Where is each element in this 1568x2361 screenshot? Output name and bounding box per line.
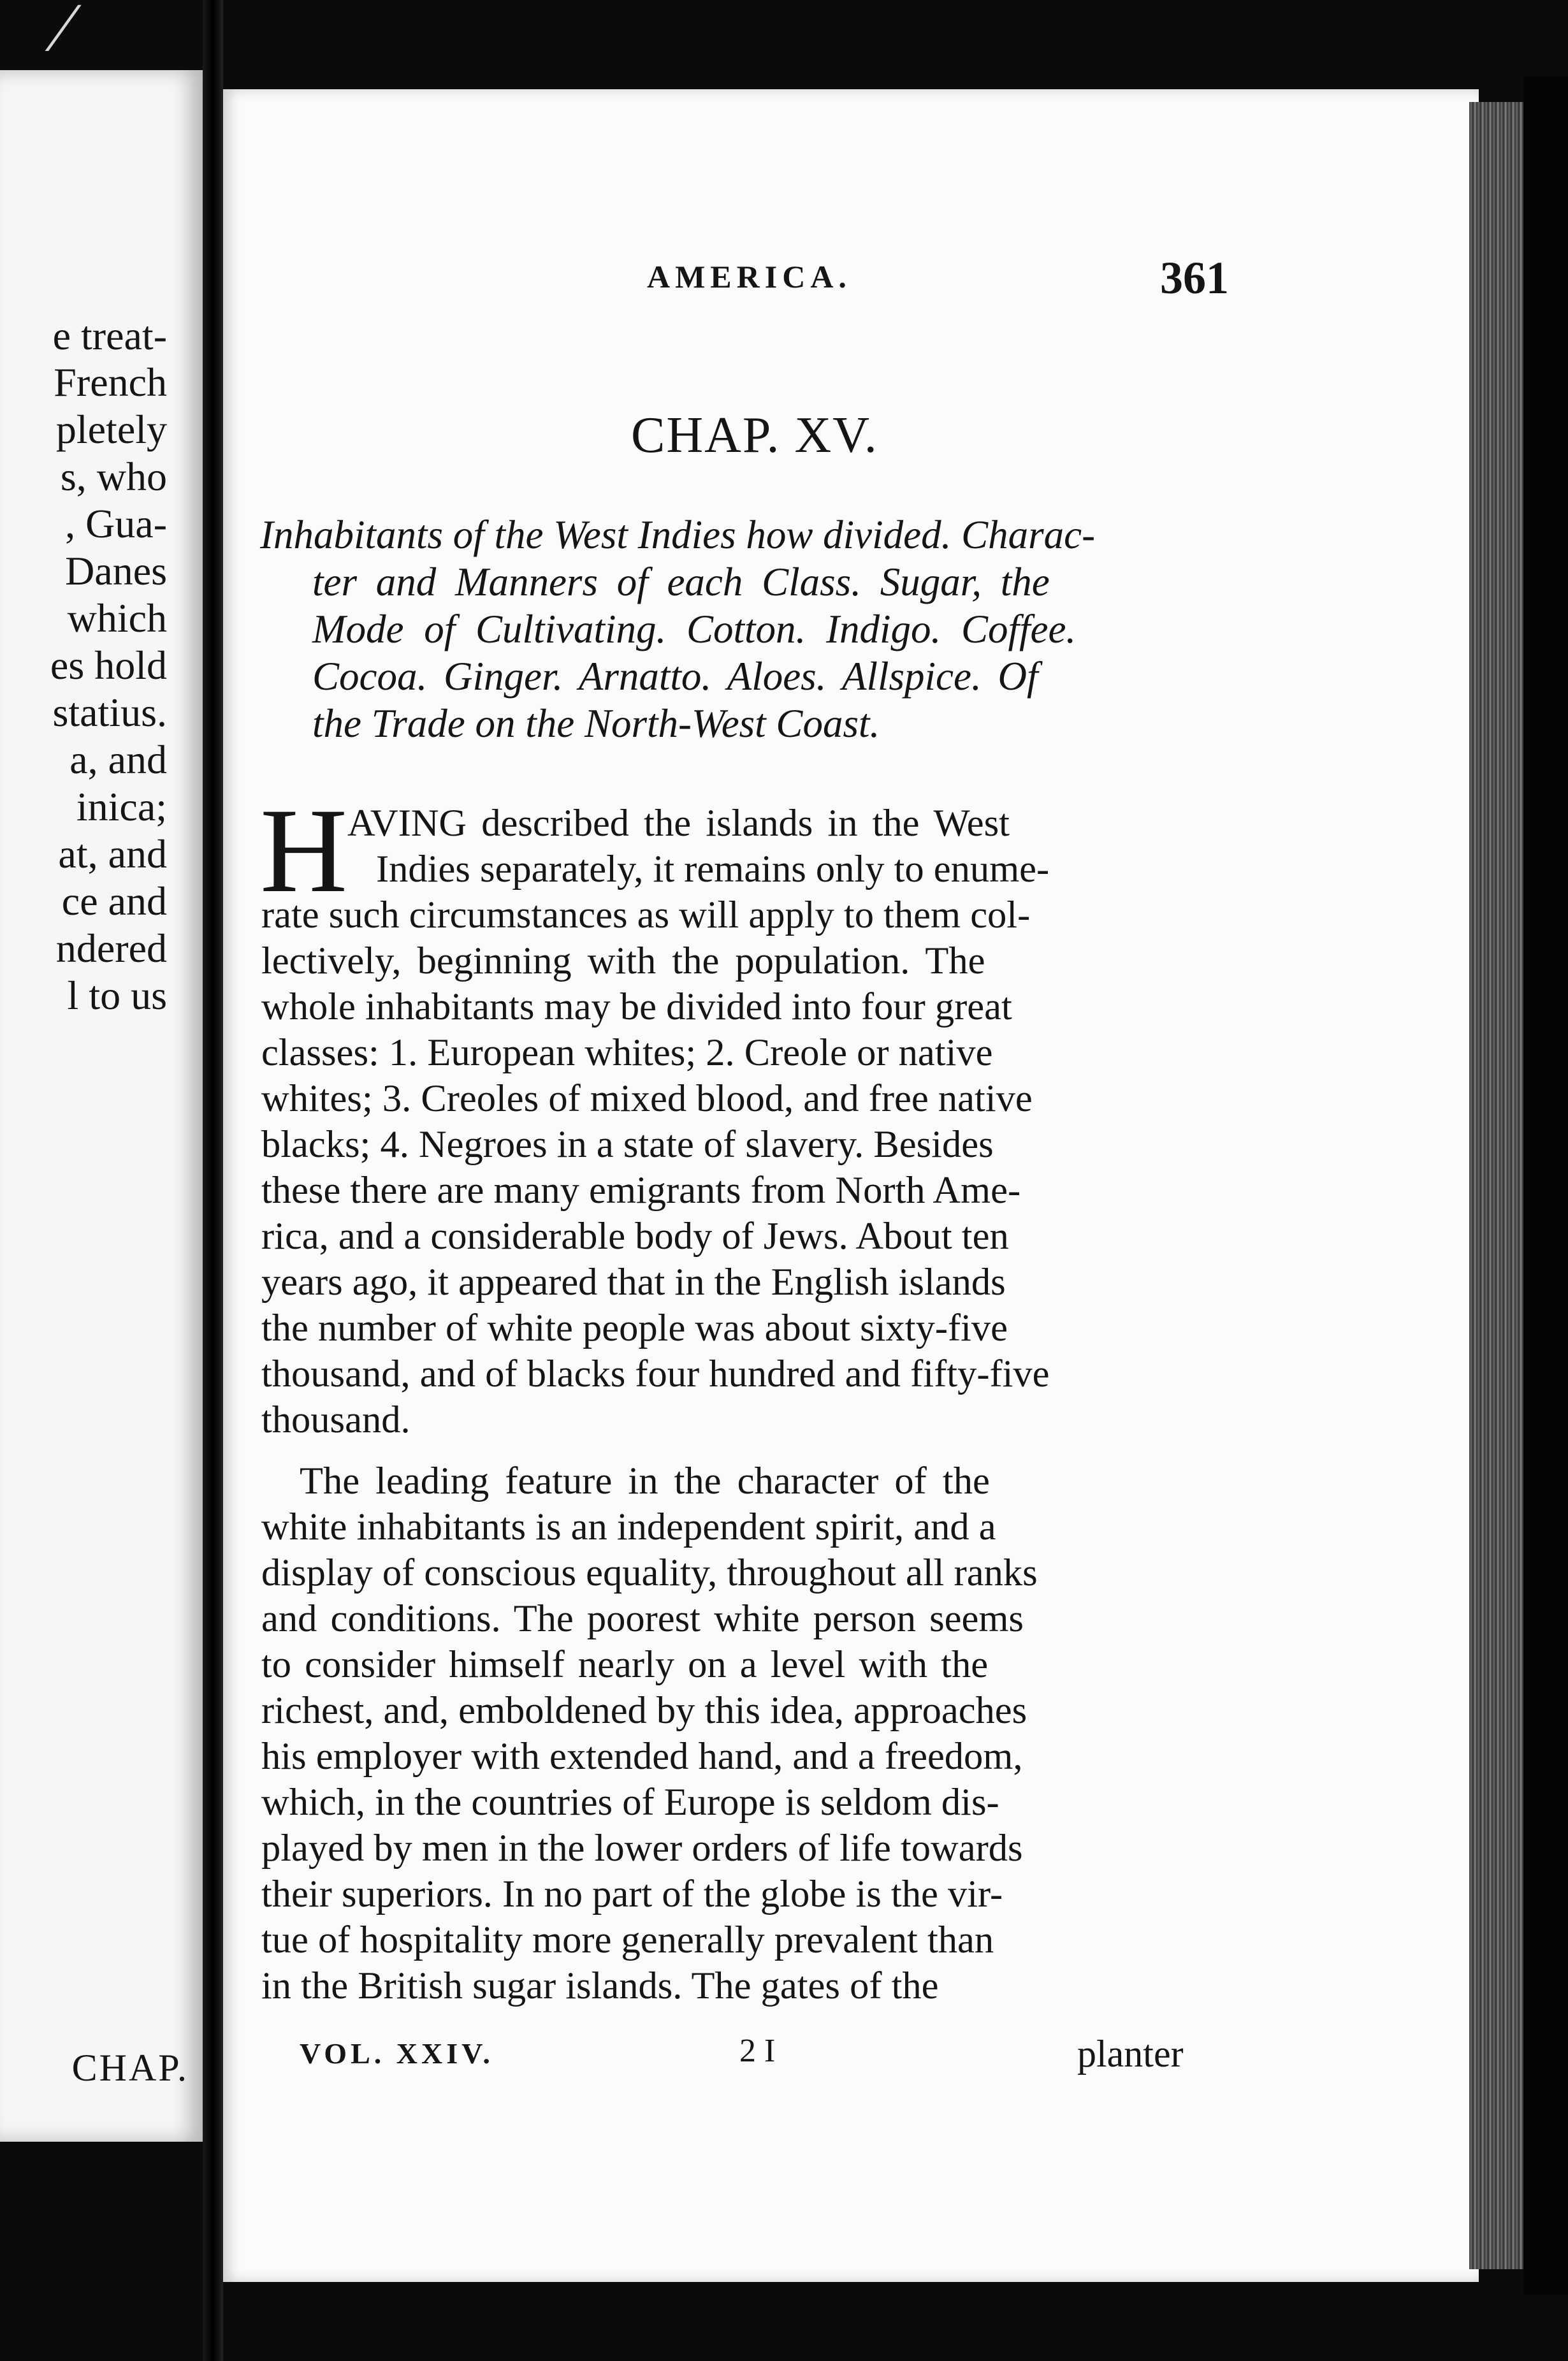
body-line: AVING described the islands in the West: [347, 802, 1010, 845]
body-line: display of conscious equality, throughout all ranks: [261, 1551, 1038, 1594]
left-page-line: Danes: [65, 548, 167, 593]
background-edge: [1523, 76, 1568, 2295]
left-page-line: e treat-: [52, 313, 167, 358]
left-page-line: pletely: [55, 407, 167, 452]
body-line: rate such circumstances as will apply to them col-: [261, 894, 1031, 936]
summary-line: Inhabitants of the West Indies how divided. Charac-: [260, 512, 1096, 557]
volume-signature: VOL. XXIV.: [300, 2037, 494, 2070]
left-page-line: s, who: [60, 454, 167, 499]
catchword: planter: [1077, 2033, 1184, 2075]
body-line: in the British sugar islands. The gates of the: [261, 1965, 939, 2007]
running-head: AMERICA.: [647, 259, 852, 294]
left-page-line: statius.: [52, 690, 167, 735]
left-page-catchword: CHAP.: [71, 2047, 189, 2089]
body-line: these there are many emigrants from North Ame-: [261, 1169, 1021, 1212]
body-line: white inhabitants is an independent spirit, and a: [261, 1506, 996, 1548]
body-line: their superiors. In no part of the globe is the vir-: [261, 1873, 1003, 1915]
left-page-line: , Gua-: [65, 501, 167, 546]
body-line: his employer with extended hand, and a freedom,: [261, 1735, 1023, 1778]
body-line: rica, and a considerable body of Jews. About ten: [261, 1215, 1009, 1258]
left-page-fragment: [0, 70, 203, 2142]
body-line: The leading feature in the character of the: [300, 1460, 990, 1502]
body-line: played by men in the lower orders of life towards: [261, 1827, 1023, 1870]
summary-line: ter and Manners of each Class. Sugar, the: [312, 560, 1050, 604]
left-page-line: ce and: [61, 878, 167, 924]
left-page-line: es hold: [50, 643, 167, 688]
body-line: tue of hospitality more generally prevalent than: [261, 1919, 994, 1961]
chapter-title: CHAP. XV.: [631, 407, 878, 463]
body-line: and conditions. The poorest white person seems: [261, 1597, 1024, 1640]
left-page-line: French: [54, 360, 167, 405]
summary-line: Cocoa. Ginger. Arnatto. Aloes. Allspice. Of: [312, 654, 1038, 699]
body-line: thousand.: [261, 1398, 410, 1441]
body-line: whites; 3. Creoles of mixed blood, and free native: [261, 1077, 1033, 1120]
body-line: years ago, it appeared that in the English islands: [261, 1261, 1006, 1304]
drop-cap: H: [260, 784, 348, 918]
body-line: lectively, beginning with the population. The: [261, 940, 985, 982]
summary-line: Mode of Cultivating. Cotton. Indigo. Coffee.: [312, 607, 1077, 651]
page-edges: [1469, 102, 1523, 2269]
body-line: thousand, and of blacks four hundred and fifty-five: [261, 1353, 1050, 1395]
corner-scratch-mark: ⁄: [57, 0, 69, 66]
book-gutter: [203, 0, 223, 2361]
left-page-line: at, and: [58, 831, 167, 876]
page-number: 361: [1160, 252, 1229, 303]
body-line: the number of white people was about sixty-five: [261, 1307, 1008, 1349]
gathering-signature: 2 I: [739, 2033, 776, 2069]
body-line: blacks; 4. Negroes in a state of slavery. Besides: [261, 1123, 994, 1166]
left-page-line: which: [67, 595, 167, 641]
summary-line: the Trade on the North-West Coast.: [312, 701, 880, 746]
body-line: richest, and, emboldened by this idea, approaches: [261, 1689, 1027, 1732]
left-page-line: l to us: [67, 973, 167, 1018]
body-line: classes: 1. European whites; 2. Creole or native: [261, 1031, 993, 1074]
body-line: which, in the countries of Europe is seldom dis-: [261, 1781, 999, 1824]
body-line: Indies separately, it remains only to enume-: [376, 848, 1050, 890]
body-line: whole inhabitants may be divided into four great: [261, 985, 1012, 1028]
left-page-line: a, and: [69, 737, 167, 782]
left-page-line: ndered: [55, 926, 167, 971]
left-page-line: inica;: [76, 784, 167, 829]
body-line: to consider himself nearly on a level with the: [261, 1643, 989, 1686]
